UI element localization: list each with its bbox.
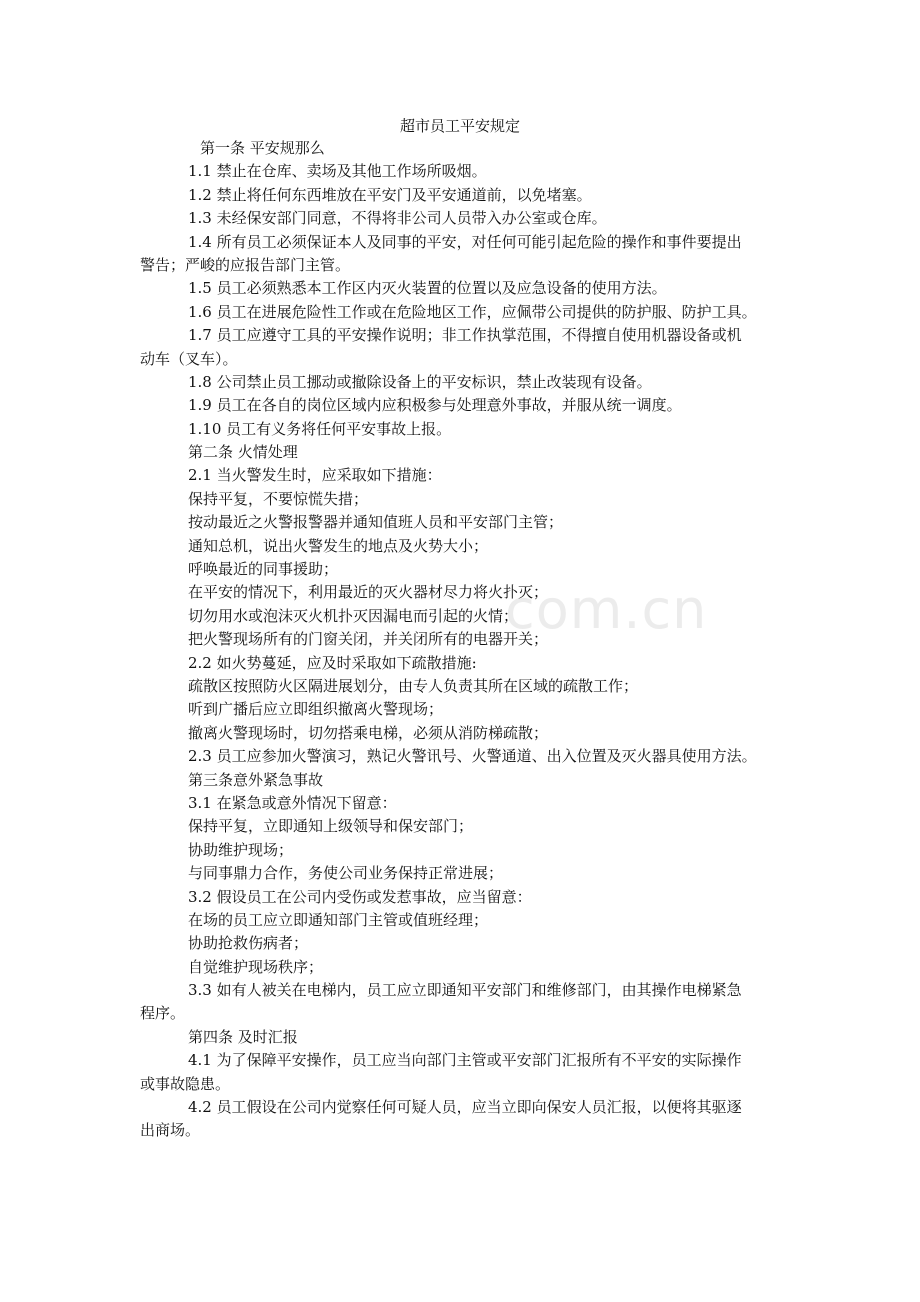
- text-line: 撤离火警现场时，切勿搭乘电梯，必须从消防梯疏散；: [188, 723, 549, 742]
- text-line: 或事故隐患。: [140, 1074, 231, 1093]
- text-line: 协助维护现场；: [188, 840, 294, 859]
- text-line: 呼唤最近的同事援助；: [188, 560, 339, 579]
- text-line: 2.2 如火势蔓延，应及时采取如下疏散措施:: [188, 653, 477, 672]
- text-line: 第一条 平安规那么: [200, 139, 325, 157]
- text-line: 自觉维护现场秩序；: [188, 957, 324, 976]
- text-line: 1.5 员工必须熟悉本工作区内灭火装置的位置以及应急设备的使用方法。: [188, 279, 667, 298]
- text-line: 协助抢救伤病者；: [188, 934, 309, 953]
- document-title: 超市员工平安规定: [399, 117, 520, 135]
- text-line: 4.1 为了保障平安操作，员工应当向部门主管或平安部门汇报所有不平安的实际操作: [188, 1051, 742, 1070]
- text-line: 1.4 所有员工必须保证本人及同事的平安，对任何可能引起危险的操作和事件要提出: [188, 232, 742, 251]
- text-line: 1.2 禁止将任何东西堆放在平安门及平安通道前，以免堵塞。: [188, 185, 592, 204]
- text-line: 第三条意外紧急事故: [188, 770, 324, 789]
- text-line: 1.3 未经保安部门同意，不得将非公司人员带入办公室或仓库。: [188, 209, 607, 228]
- text-line: 2.3 员工应参加火警演习，熟记火警讯号、火警通道、出入位置及灭火器具使用方法。: [188, 747, 757, 766]
- watermark: com.cn: [505, 578, 708, 641]
- text-line: 按动最近之火警报警器并通知值班人员和平安部门主管；: [188, 513, 564, 532]
- text-line: 2.1 当火警发生时，应采取如下措施：: [188, 466, 442, 485]
- text-line: 在场的员工应立即通知部门主管或值班经理；: [188, 910, 489, 929]
- text-line: 第四条 及时汇报: [188, 1027, 298, 1046]
- text-line: 保持平复，立即通知上级领导和保安部门；: [188, 817, 474, 836]
- text-line: 动车（叉车）。: [140, 349, 238, 368]
- text-line: 出商场。: [140, 1121, 201, 1140]
- text-line: 与同事鼎力合作，务使公司业务保持正常进展；: [188, 864, 504, 883]
- text-line: 1.1 禁止在仓库、卖场及其他工作场所吸烟。: [188, 162, 487, 181]
- text-line: 1.8 公司禁止员工挪动或撤除设备上的平安标识，禁止改装现有设备。: [188, 372, 652, 391]
- text-line: 切勿用水或泡沫灭火机扑灭因漏电而引起的火情；: [188, 606, 519, 625]
- text-line: 1.7 员工应遵守工具的平安操作说明；非工作执掌范围，不得擅自使用机器设备或机: [188, 326, 742, 345]
- text-line: 3.1 在紧急或意外情况下留意：: [188, 793, 397, 812]
- text-line: 3.2 假设员工在公司内受伤或发惹事故，应当留意：: [188, 887, 532, 906]
- text-line: 把火警现场所有的门窗关闭，并关闭所有的电器开关；: [188, 630, 549, 649]
- text-line: 警告；严峻的应报告部门主管。: [140, 255, 351, 274]
- text-line: 1.6 员工在进展危险性工作或在危险地区工作，应佩带公司提供的防护服、防护工具。: [188, 302, 757, 321]
- text-line: 程序。: [140, 1004, 186, 1023]
- text-line: 第二条 火情处理: [188, 443, 298, 462]
- text-line: 1.10 员工有义务将任何平安事故上报。: [188, 419, 452, 438]
- text-line: 4.2 员工假设在公司内觉察任何可疑人员，应当立即向保安人员汇报，以便将其驱逐: [188, 1098, 742, 1117]
- text-line: 1.9 员工在各自的岗位区域内应积极参与处理意外事故，并服从统一调度。: [188, 396, 682, 415]
- text-line: 疏散区按照防火区隔进展划分，由专人负责其所在区域的疏散工作；: [188, 676, 639, 695]
- text-line: 在平安的情况下，利用最近的灭火器材尽力将火扑灭；: [188, 583, 549, 602]
- text-line: 听到广播后应立即组织撤离火警现场；: [188, 700, 444, 719]
- text-line: 通知总机，说出火警发生的地点及火势大小；: [188, 536, 489, 555]
- text-line: 3.3 如有人被关在电梯内，员工应立即通知平安部门和维修部门，由其操作电梯紧急: [188, 981, 742, 1000]
- text-line: 保持平复，不要惊慌失措；: [188, 489, 369, 508]
